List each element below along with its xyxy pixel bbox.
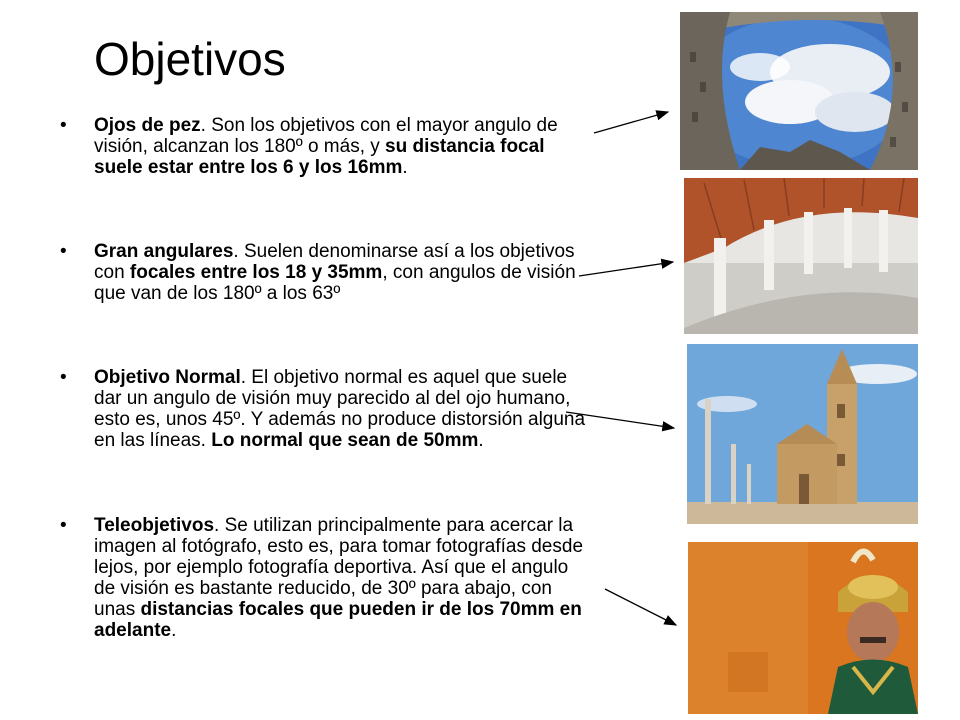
arrow-normal-lens [566,412,674,428]
slide-title: Objetivos [94,33,286,85]
bold-text-segment: Ojos de pez [94,115,201,136]
bold-text-segment: Lo normal que sean de 50mm [211,430,479,451]
text-segment: . Suelen denominarse así a los objetivos con [94,241,575,283]
bold-text-segment: Gran angulares [94,241,234,262]
bold-text-segment: Teleobjetivos [94,515,215,536]
bold-text-segment: su distancia focal suele estar entre los 6 y los 16mm [94,136,545,178]
arrow-wide-angle [579,262,673,276]
text-segment: , con angulos de visión que van de los 180º a los 63º [94,262,576,304]
text-segment: . [171,620,177,641]
bullet-marker: • [60,241,67,262]
bullet-marker: • [60,515,67,536]
text-segment: . El objetivo normal es aquel que suele dar un angulo de visión muy parecido al del ojo humano, esto es, unos 45º. Y además no produce distorsión alguna en las líneas. [94,367,586,451]
text-segment: . Se utilizan principalmente para acercar la imagen al fotógrafo, esto es, para tomar fotografías desde lejos, por ejemplo fotografía deportiva. Así que el angulo de visión es bastante reducido, de 30º para abajo, con unas [94,515,584,620]
bullet-marker: • [60,115,67,136]
text-segment: . [478,430,484,451]
text-segment: . [402,157,408,178]
text-segment: . Son los objetivos con el mayor angulo de visión, alcanzan los 180º o más, y [94,115,558,157]
bold-text-segment: distancias focales que pueden ir de los 70mm en adelante [94,599,582,641]
arrow-telephoto [605,589,676,625]
bullet-marker: • [60,367,67,388]
bold-text-segment: Objetivo Normal [94,367,241,388]
arrow-fisheye [594,112,668,133]
bold-text-segment: focales entre los 18 y 35mm [129,262,383,283]
